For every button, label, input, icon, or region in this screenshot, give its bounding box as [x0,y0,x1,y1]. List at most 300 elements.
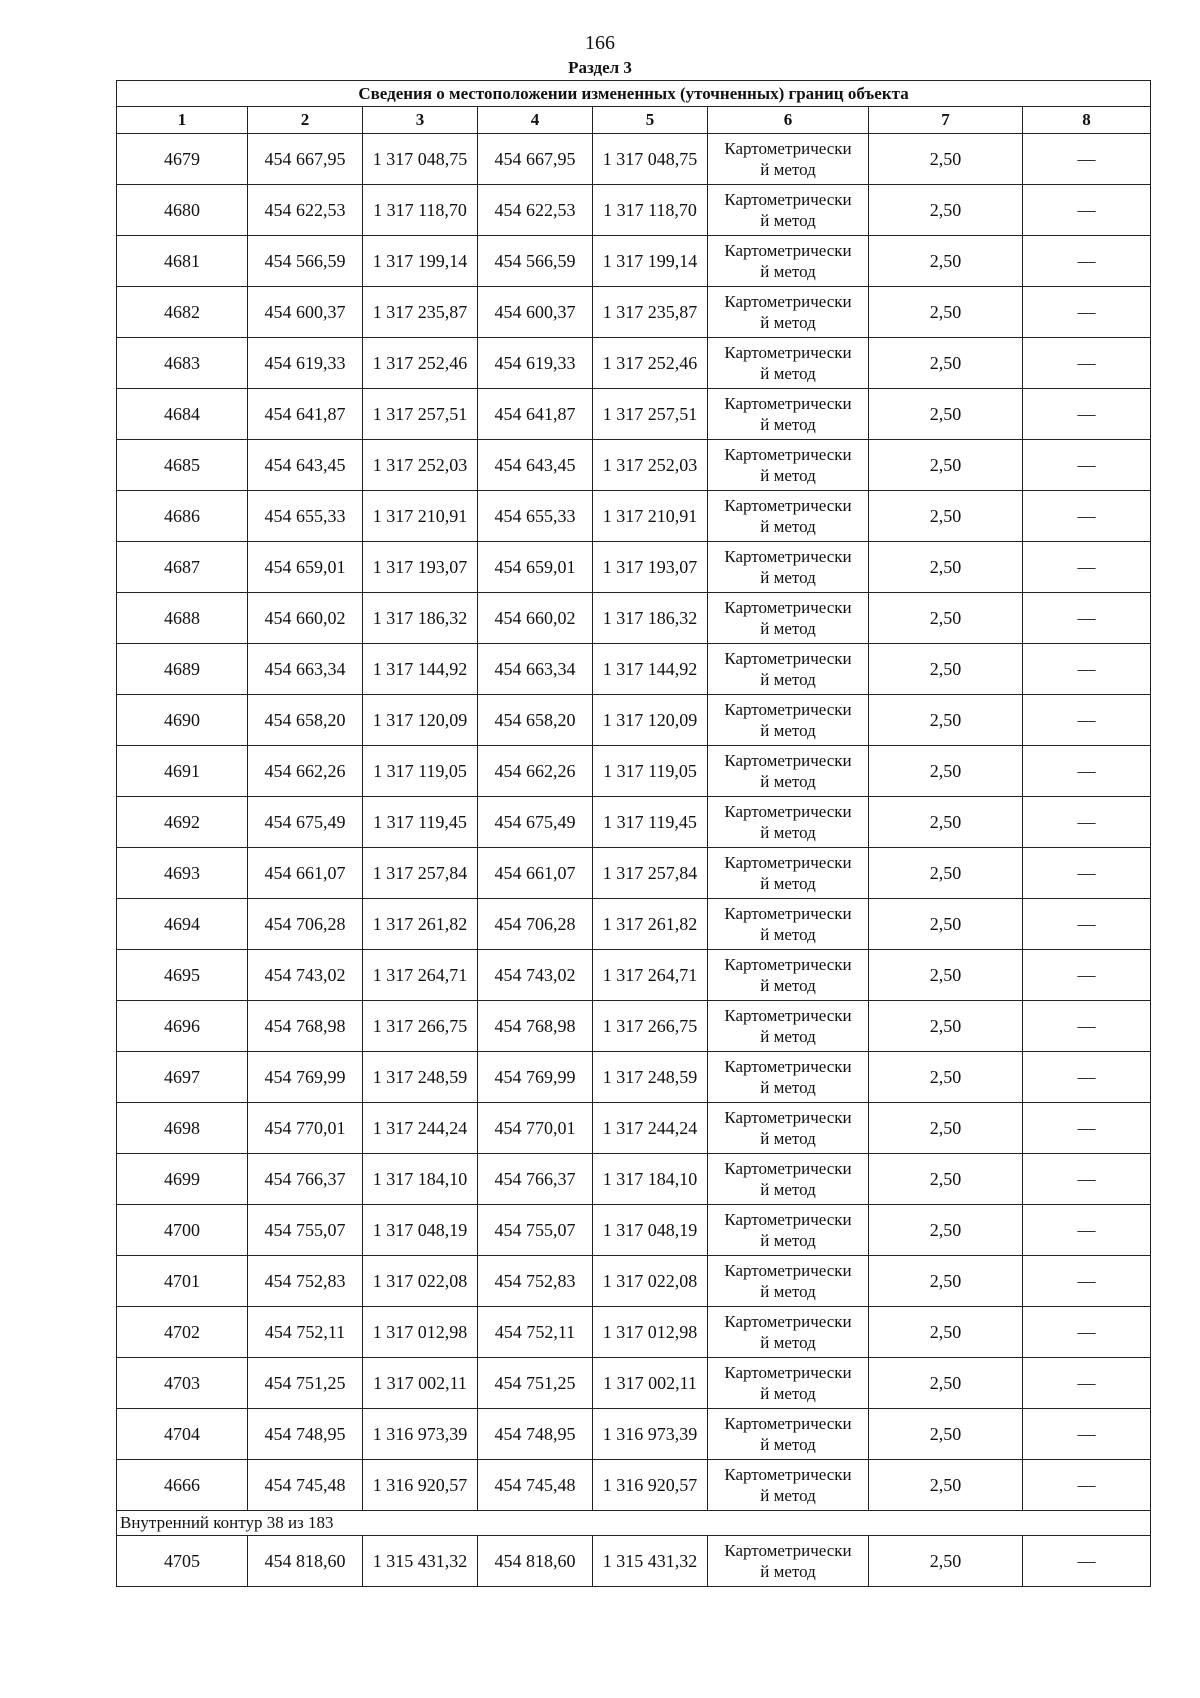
x-existing-cell: 454 755,07 [248,1205,363,1256]
table-row [117,644,1151,695]
method-cell [708,1154,869,1205]
x-new-cell: 454 751,25 [478,1358,593,1409]
description-cell: — [1023,746,1151,797]
method-line-2: й метод [760,364,816,383]
accuracy-cell: 2,50 [869,1052,1023,1103]
x-new-cell: 454 662,26 [478,746,593,797]
description-cell: — [1023,491,1151,542]
method-cell [708,338,869,389]
table-row [117,440,1151,491]
y-new-cell: 1 317 012,98 [593,1307,708,1358]
method-cell [708,1536,869,1587]
y-new-cell: 1 317 193,07 [593,542,708,593]
description-cell: — [1023,1052,1151,1103]
description-cell: — [1023,1536,1151,1587]
column-header-5: 5 [593,107,708,134]
table-row [117,1052,1151,1103]
method-cell [708,746,869,797]
x-existing-cell: 454 661,07 [248,848,363,899]
description-cell: — [1023,1103,1151,1154]
method-cell [708,440,869,491]
column-header-1: 1 [117,107,248,134]
accuracy-cell: 2,50 [869,185,1023,236]
method-line-2: й метод [760,772,816,791]
accuracy-cell: 2,50 [869,1205,1023,1256]
y-existing-cell: 1 317 119,45 [363,797,478,848]
description-cell: — [1023,695,1151,746]
method-line-1: Картометрически [724,955,852,974]
y-new-cell: 1 317 252,46 [593,338,708,389]
point-number-cell: 4692 [117,797,248,848]
x-existing-cell: 454 655,33 [248,491,363,542]
method-line-2: й метод [760,1078,816,1097]
method-cell [708,491,869,542]
y-new-cell: 1 317 248,59 [593,1052,708,1103]
x-existing-cell: 454 769,99 [248,1052,363,1103]
accuracy-cell: 2,50 [869,899,1023,950]
table-row [117,899,1151,950]
method-line-1: Картометрически [724,1414,852,1433]
x-new-cell: 454 818,60 [478,1536,593,1587]
method-line-2: й метод [760,976,816,995]
y-new-cell: 1 317 002,11 [593,1358,708,1409]
table-row [117,1154,1151,1205]
method-cell [708,1052,869,1103]
description-cell: — [1023,644,1151,695]
method-cell [708,1256,869,1307]
y-existing-cell: 1 317 012,98 [363,1307,478,1358]
x-existing-cell: 454 641,87 [248,389,363,440]
x-new-cell: 454 743,02 [478,950,593,1001]
method-line-1: Картометрически [724,445,852,464]
y-new-cell: 1 316 920,57 [593,1460,708,1511]
x-new-cell: 454 643,45 [478,440,593,491]
inner-contour-section [117,1511,1151,1587]
point-number-cell: 4690 [117,695,248,746]
table-row [117,1103,1151,1154]
x-new-cell: 454 752,83 [478,1256,593,1307]
method-line-2: й метод [760,1384,816,1403]
table-row [117,389,1151,440]
point-number-cell: 4682 [117,287,248,338]
accuracy-cell: 2,50 [869,695,1023,746]
x-new-cell: 454 675,49 [478,797,593,848]
method-line-1: Картометрически [724,241,852,260]
y-existing-cell: 1 317 257,84 [363,848,478,899]
point-number-cell: 4694 [117,899,248,950]
description-cell: — [1023,236,1151,287]
method-line-1: Картометрически [724,598,852,617]
method-line-2: й метод [760,619,816,638]
accuracy-cell: 2,50 [869,1358,1023,1409]
y-new-cell: 1 317 048,75 [593,134,708,185]
method-cell [708,236,869,287]
x-new-cell: 454 659,01 [478,542,593,593]
method-cell [708,1460,869,1511]
method-cell [708,695,869,746]
method-line-2: й метод [760,466,816,485]
table-row [117,491,1151,542]
x-new-cell: 454 770,01 [478,1103,593,1154]
y-existing-cell: 1 317 264,71 [363,950,478,1001]
y-existing-cell: 1 317 144,92 [363,644,478,695]
column-header-7: 7 [869,107,1023,134]
description-cell: — [1023,797,1151,848]
method-line-2: й метод [760,1435,816,1454]
table-row [117,593,1151,644]
column-number-row [117,107,1151,134]
method-cell [708,644,869,695]
method-line-1: Картометрически [724,904,852,923]
method-line-1: Картометрически [724,496,852,515]
x-existing-cell: 454 659,01 [248,542,363,593]
description-cell: — [1023,1256,1151,1307]
method-line-1: Картометрически [724,1465,852,1484]
accuracy-cell: 2,50 [869,1460,1023,1511]
x-existing-cell: 454 745,48 [248,1460,363,1511]
y-new-cell: 1 315 431,32 [593,1536,708,1587]
method-line-1: Картометрически [724,292,852,311]
method-cell [708,287,869,338]
method-line-2: й метод [760,925,816,944]
method-cell [708,389,869,440]
x-existing-cell: 454 660,02 [248,593,363,644]
x-existing-cell: 454 566,59 [248,236,363,287]
method-line-2: й метод [760,1027,816,1046]
x-new-cell: 454 641,87 [478,389,593,440]
description-cell: — [1023,287,1151,338]
point-number-cell: 4697 [117,1052,248,1103]
description-cell: — [1023,389,1151,440]
point-number-cell: 4684 [117,389,248,440]
method-line-1: Картометрически [724,394,852,413]
method-line-1: Картометрически [724,1108,852,1127]
table-row [117,797,1151,848]
accuracy-cell: 2,50 [869,848,1023,899]
table-row [117,848,1151,899]
x-existing-cell: 454 675,49 [248,797,363,848]
y-new-cell: 1 317 048,19 [593,1205,708,1256]
method-line-1: Картометрически [724,139,852,158]
method-line-2: й метод [760,1486,816,1505]
table-row [117,1307,1151,1358]
column-header-4: 4 [478,107,593,134]
y-existing-cell: 1 317 184,10 [363,1154,478,1205]
point-number-cell: 4700 [117,1205,248,1256]
method-cell [708,542,869,593]
method-cell [708,134,869,185]
column-header-8: 8 [1023,107,1151,134]
description-cell: — [1023,440,1151,491]
table-row [117,1205,1151,1256]
x-new-cell: 454 622,53 [478,185,593,236]
method-line-1: Картометрически [724,1312,852,1331]
x-existing-cell: 454 751,25 [248,1358,363,1409]
y-existing-cell: 1 317 252,03 [363,440,478,491]
description-cell: — [1023,950,1151,1001]
x-new-cell: 454 768,98 [478,1001,593,1052]
accuracy-cell: 2,50 [869,338,1023,389]
x-existing-cell: 454 600,37 [248,287,363,338]
method-line-1: Картометрически [724,1057,852,1076]
point-number-cell: 4688 [117,593,248,644]
description-cell: — [1023,593,1151,644]
x-new-cell: 454 748,95 [478,1409,593,1460]
table-caption: Сведения о местоположении измененных (уточненных) границ объекта [117,81,1151,107]
table-row [117,950,1151,1001]
x-new-cell: 454 706,28 [478,899,593,950]
page-number: 166 [585,32,615,54]
table-row [117,746,1151,797]
point-number-cell: 4685 [117,440,248,491]
method-line-2: й метод [760,160,816,179]
description-cell: — [1023,1358,1151,1409]
y-existing-cell: 1 317 235,87 [363,287,478,338]
method-line-1: Картометрически [724,1541,852,1560]
point-number-cell: 4679 [117,134,248,185]
accuracy-cell: 2,50 [869,1256,1023,1307]
x-existing-cell: 454 818,60 [248,1536,363,1587]
contour-label-row [117,1511,1151,1536]
x-new-cell: 454 660,02 [478,593,593,644]
x-existing-cell: 454 667,95 [248,134,363,185]
y-existing-cell: 1 316 973,39 [363,1409,478,1460]
point-number-cell: 4699 [117,1154,248,1205]
accuracy-cell: 2,50 [869,797,1023,848]
x-new-cell: 454 655,33 [478,491,593,542]
x-new-cell: 454 667,95 [478,134,593,185]
y-new-cell: 1 317 144,92 [593,644,708,695]
y-new-cell: 1 317 118,70 [593,185,708,236]
table-row [117,236,1151,287]
x-existing-cell: 454 770,01 [248,1103,363,1154]
y-existing-cell: 1 317 210,91 [363,491,478,542]
method-cell [708,1103,869,1154]
point-number-cell: 4701 [117,1256,248,1307]
description-cell: — [1023,542,1151,593]
description-cell: — [1023,1460,1151,1511]
description-cell: — [1023,134,1151,185]
y-existing-cell: 1 317 048,75 [363,134,478,185]
table-row [117,1358,1151,1409]
method-line-1: Картометрически [724,751,852,770]
method-line-2: й метод [760,721,816,740]
method-line-2: й метод [760,823,816,842]
x-existing-cell: 454 622,53 [248,185,363,236]
accuracy-cell: 2,50 [869,389,1023,440]
y-new-cell: 1 317 120,09 [593,695,708,746]
method-line-1: Картометрически [724,1210,852,1229]
x-new-cell: 454 755,07 [478,1205,593,1256]
y-new-cell: 1 316 973,39 [593,1409,708,1460]
x-new-cell: 454 752,11 [478,1307,593,1358]
x-new-cell: 454 566,59 [478,236,593,287]
y-new-cell: 1 317 266,75 [593,1001,708,1052]
method-cell [708,797,869,848]
x-existing-cell: 454 619,33 [248,338,363,389]
accuracy-cell: 2,50 [869,236,1023,287]
description-cell: — [1023,338,1151,389]
coordinates-table [116,80,1151,1587]
method-line-1: Картометрически [724,1006,852,1025]
x-new-cell: 454 769,99 [478,1052,593,1103]
y-existing-cell: 1 317 002,11 [363,1358,478,1409]
method-line-2: й метод [760,1333,816,1352]
description-cell: — [1023,848,1151,899]
x-existing-cell: 454 662,26 [248,746,363,797]
point-number-cell: 4695 [117,950,248,1001]
method-line-1: Картометрически [724,700,852,719]
x-new-cell: 454 745,48 [478,1460,593,1511]
x-new-cell: 454 663,34 [478,644,593,695]
table-row [117,1256,1151,1307]
y-new-cell: 1 317 210,91 [593,491,708,542]
table-row [117,1536,1151,1587]
y-existing-cell: 1 317 048,19 [363,1205,478,1256]
point-number-cell: 4686 [117,491,248,542]
table-row [117,338,1151,389]
y-new-cell: 1 317 119,45 [593,797,708,848]
method-line-2: й метод [760,874,816,893]
method-cell [708,848,869,899]
method-line-1: Картометрически [724,802,852,821]
method-line-1: Картометрически [724,649,852,668]
point-number-cell: 4698 [117,1103,248,1154]
method-line-1: Картометрически [724,853,852,872]
table-row [117,185,1151,236]
table-row [117,134,1151,185]
method-line-1: Картометрически [724,1159,852,1178]
method-cell [708,899,869,950]
method-line-2: й метод [760,1129,816,1148]
method-line-2: й метод [760,568,816,587]
table-row [117,1409,1151,1460]
method-line-1: Картометрически [724,190,852,209]
x-existing-cell: 454 752,11 [248,1307,363,1358]
table-row [117,287,1151,338]
method-cell [708,1001,869,1052]
y-existing-cell: 1 317 118,70 [363,185,478,236]
method-line-1: Картометрически [724,1261,852,1280]
y-existing-cell: 1 317 193,07 [363,542,478,593]
x-existing-cell: 454 743,02 [248,950,363,1001]
x-existing-cell: 454 766,37 [248,1154,363,1205]
y-existing-cell: 1 317 119,05 [363,746,478,797]
y-existing-cell: 1 317 186,32 [363,593,478,644]
y-new-cell: 1 317 264,71 [593,950,708,1001]
x-existing-cell: 454 768,98 [248,1001,363,1052]
method-line-2: й метод [760,1282,816,1301]
x-existing-cell: 454 643,45 [248,440,363,491]
accuracy-cell: 2,50 [869,440,1023,491]
point-number-cell: 4687 [117,542,248,593]
point-number-cell: 4704 [117,1409,248,1460]
method-line-2: й метод [760,670,816,689]
y-existing-cell: 1 317 199,14 [363,236,478,287]
y-new-cell: 1 317 199,14 [593,236,708,287]
y-new-cell: 1 317 257,84 [593,848,708,899]
method-line-1: Картометрически [724,547,852,566]
accuracy-cell: 2,50 [869,1154,1023,1205]
x-new-cell: 454 619,33 [478,338,593,389]
description-cell: — [1023,1001,1151,1052]
accuracy-cell: 2,50 [869,1001,1023,1052]
accuracy-cell: 2,50 [869,542,1023,593]
method-line-1: Картометрически [724,1363,852,1382]
contour-label: Внутренний контур 38 из 183 [117,1511,1151,1536]
y-new-cell: 1 317 184,10 [593,1154,708,1205]
y-new-cell: 1 317 022,08 [593,1256,708,1307]
x-existing-cell: 454 658,20 [248,695,363,746]
description-cell: — [1023,899,1151,950]
point-number-cell: 4681 [117,236,248,287]
method-line-2: й метод [760,313,816,332]
x-new-cell: 454 766,37 [478,1154,593,1205]
x-existing-cell: 454 752,83 [248,1256,363,1307]
description-cell: — [1023,1409,1151,1460]
accuracy-cell: 2,50 [869,287,1023,338]
y-existing-cell: 1 316 920,57 [363,1460,478,1511]
accuracy-cell: 2,50 [869,1536,1023,1587]
y-existing-cell: 1 317 022,08 [363,1256,478,1307]
accuracy-cell: 2,50 [869,644,1023,695]
point-number-cell: 4666 [117,1460,248,1511]
accuracy-cell: 2,50 [869,950,1023,1001]
table-row [117,695,1151,746]
accuracy-cell: 2,50 [869,746,1023,797]
y-existing-cell: 1 317 244,24 [363,1103,478,1154]
y-existing-cell: 1 317 252,46 [363,338,478,389]
accuracy-cell: 2,50 [869,1409,1023,1460]
method-line-2: й метод [760,211,816,230]
main-contour-rows [117,134,1151,1511]
table-row [117,542,1151,593]
table-row [117,1460,1151,1511]
y-new-cell: 1 317 244,24 [593,1103,708,1154]
x-existing-cell: 454 663,34 [248,644,363,695]
method-cell [708,1307,869,1358]
method-line-2: й метод [760,1180,816,1199]
point-number-cell: 4702 [117,1307,248,1358]
point-number-cell: 4705 [117,1536,248,1587]
y-new-cell: 1 317 235,87 [593,287,708,338]
method-line-2: й метод [760,517,816,536]
y-existing-cell: 1 317 120,09 [363,695,478,746]
method-cell [708,1205,869,1256]
y-new-cell: 1 317 257,51 [593,389,708,440]
description-cell: — [1023,1154,1151,1205]
method-cell [708,185,869,236]
y-existing-cell: 1 317 261,82 [363,899,478,950]
method-cell [708,1358,869,1409]
method-line-1: Картометрически [724,343,852,362]
point-number-cell: 4691 [117,746,248,797]
method-line-2: й метод [760,415,816,434]
accuracy-cell: 2,50 [869,491,1023,542]
description-cell: — [1023,1307,1151,1358]
description-cell: — [1023,185,1151,236]
method-line-2: й метод [760,1231,816,1250]
x-new-cell: 454 600,37 [478,287,593,338]
y-new-cell: 1 317 252,03 [593,440,708,491]
x-new-cell: 454 658,20 [478,695,593,746]
y-existing-cell: 1 315 431,32 [363,1536,478,1587]
section-title: Раздел 3 [568,58,632,77]
method-line-2: й метод [760,1562,816,1581]
accuracy-cell: 2,50 [869,593,1023,644]
y-existing-cell: 1 317 257,51 [363,389,478,440]
y-new-cell: 1 317 186,32 [593,593,708,644]
